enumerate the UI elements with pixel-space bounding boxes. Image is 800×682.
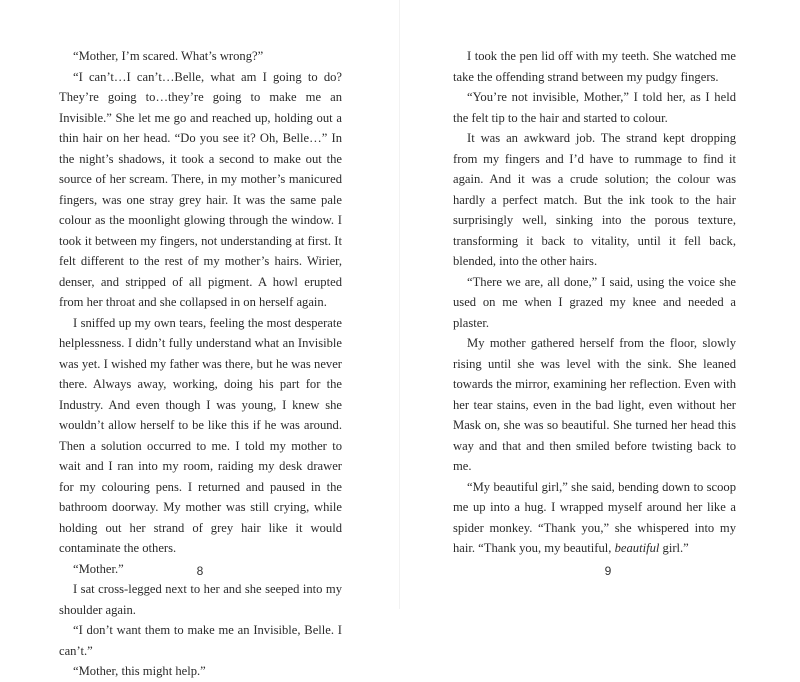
text-run: “My beautiful girl,” she said, bending down to scoop me up into a hug. I wrapped myself around her like a spider monkey. “Thank you,” she whispered into my hair. “Thank you, my beautiful, bbox=[453, 479, 736, 555]
paragraph: I took the pen lid off with my teeth. She watched me take the offending strand between my pudgy fingers. bbox=[453, 49, 736, 84]
left-page-text bbox=[59, 46, 342, 682]
right-page-text bbox=[453, 46, 736, 559]
paragraph: I sniffed up my own tears, feeling the most desperate helplessness. I didn’t fully understand what an Invisible was yet. I wished my father was there, but he was never there. Always away, working, doing his part for the Industry. And even though I was young, I knew she wouldn’t allow herself to be like this if he was around. Then a solution occurred to me. I told my mother to wait and I ran into my room, raiding my desk drawer for my colouring pens. I returned and paused in the bathroom doorway. My mother was still crying, while holding out her strand of grey hair like it would contaminate the others. bbox=[59, 315, 342, 555]
paragraph: I sat cross-legged next to her and she seeped into my shoulder again. bbox=[59, 582, 342, 617]
paragraph: “You’re not invisible, Mother,” I told her, as I held the felt tip to the hair and started to colour. bbox=[453, 90, 736, 125]
paragraph: “I can’t…I can’t…Belle, what am I going to do? They’re going to…they’re going to make me an Invisible.” She let me go and reached up, holding out a thin hair on her head. “Do you see it? Oh, Belle…” In the night’s shadows, it took a second to make out the source of her scream. There, in my mother’s manicured fingers, was one stray grey hair. It was the same pale colour as the moonlight glowing through the window. I took it between my fingers, not understanding at first. It felt different to the rest of my mother’s hairs. Wirier, denser, and stripped of all pigment. A howl erupted from her throat and she collapsed in on herself again. bbox=[59, 69, 342, 309]
page-number: 8 bbox=[196, 564, 204, 578]
paragraph: “Mother.” bbox=[73, 561, 124, 576]
page-number: 9 bbox=[604, 564, 612, 578]
paragraph: “There we are, all done,” I said, using the voice she used on me when I grazed my knee and needed a plaster. bbox=[453, 274, 736, 330]
paragraph: “Mother, this might help.” bbox=[73, 664, 206, 678]
text-run: girl.” bbox=[659, 541, 689, 555]
right-page bbox=[400, 0, 800, 609]
paragraph: It was an awkward job. The strand kept dropping from my fingers and I’d have to rummage to find it again. And it was a crude solution; the colour was hardly a perfect match. But the ink took to the hair surprisingly well, sinking into the porous texture, transforming it back to vitality, until it fell back, blended, into the other hairs. bbox=[453, 131, 736, 268]
paragraph: “Mother, I’m scared. What’s wrong?” bbox=[73, 49, 264, 63]
paragraph: My mother gathered herself from the floor, slowly rising until she was level with the sink. She leaned towards the mirror, examining her reflection. Even with her tear stains, even in the bad light, even without her Mask on, she was so beautiful. She turned her head this way and that and then smiled before twisting back to me. bbox=[453, 336, 736, 473]
italic-text: beautiful bbox=[614, 541, 660, 555]
left-page bbox=[0, 0, 400, 678]
paragraph: “I don’t want them to make me an Invisible, Belle. I can’t.” bbox=[59, 623, 342, 658]
paragraph-last bbox=[453, 477, 736, 559]
